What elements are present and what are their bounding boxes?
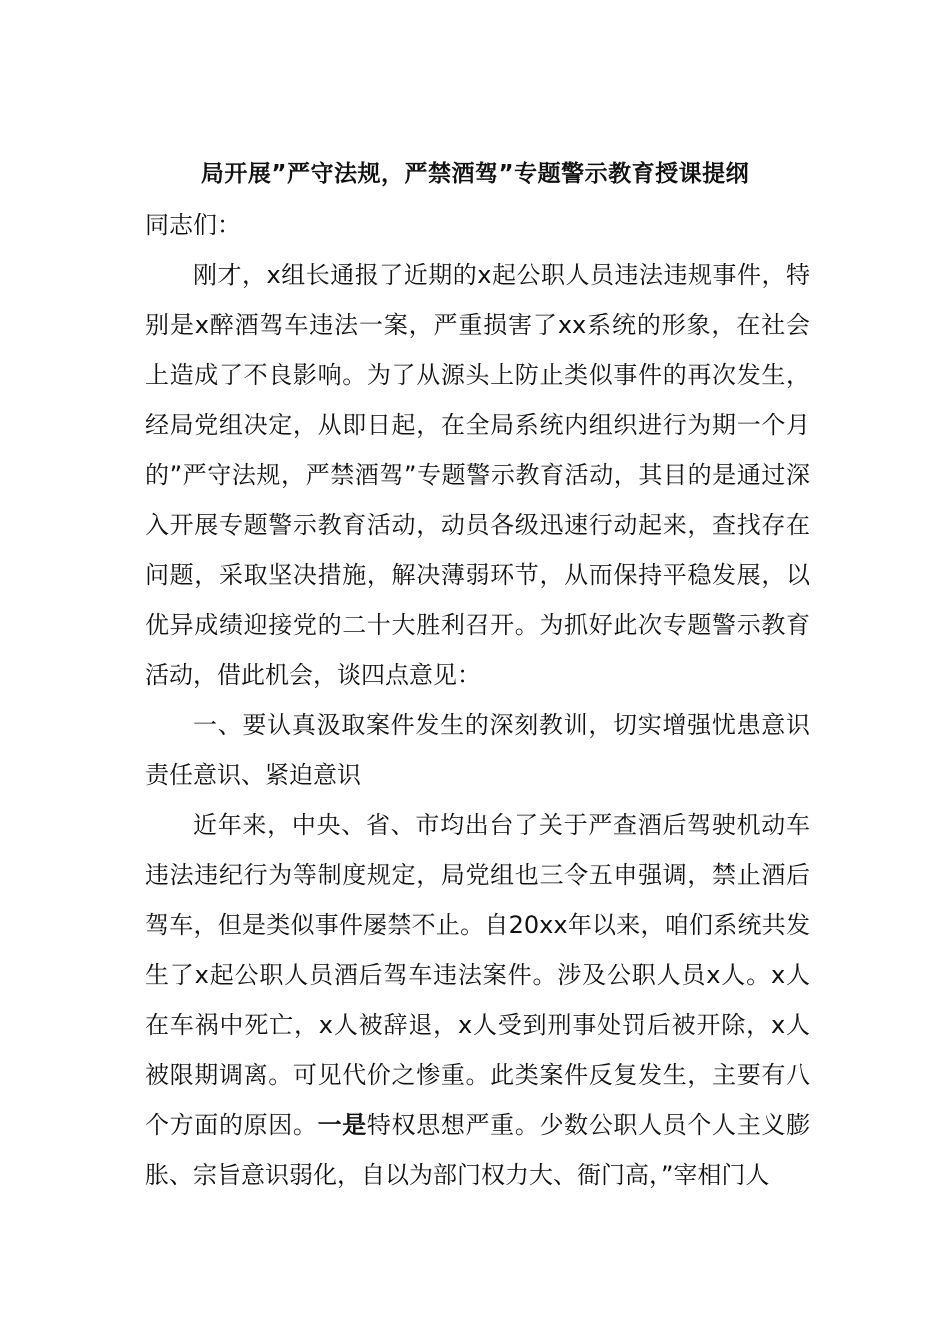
document-body	[145, 200, 810, 1200]
paragraph-causes-lead: 近年来，中央、省、市均出台了关于严查酒后驾驶机动车违法违纪行为等制度规定，局党组也三令五申强调，禁止酒后驾车，但是类似事件屡禁不止。自20xx年以来，咱们系统共发生了x起公职人员酒后驾车违法案件。涉及公职人员x人。x人在车祸中死亡，x人被辞退，x人受到刑事处罚后被开除，x人被限期调离。可见代价之惨重。此类案件反复发生，主要有八个方面的原因。	[145, 811, 810, 1139]
document-title: 局开展”严守法规，严禁酒驾”专题警示教育授课提纲	[200, 161, 750, 187]
emphasis-first-point: 一是	[317, 1111, 367, 1139]
paragraph-causes-tail: 特权思想严重。少数公职人员个人主义膨胀、宗旨意识弱化，自以为部门权力大、衙门高，”宰相门人	[145, 1111, 811, 1189]
salutation: 同志们：	[145, 211, 241, 239]
paragraph-intro: 刚才，x组长通报了近期的x起公职人员违法违规事件，特别是x醉酒驾车违法一案，严重损害了xx系统的形象，在社会上造成了不良影响。为了从源头上防止类似事件的再次发生，经局党组决定，从即日起，在全局系统内组织进行为期一个月的”严守法规，严禁酒驾”专题警示教育活动，其目的是通过深入开展专题警示教育活动，动员各级迅速行动起来，查找存在问题，采取坚决措施，解决薄弱环节，从而保持平稳发展，以优异成绩迎接党的二十大胜利召开。为抓好此次专题警示教育活动，借此机会，谈四点意见：	[145, 261, 810, 689]
paragraph-causes	[145, 800, 810, 1200]
section-heading-1: 一、要认真汲取案件发生的深刻教训，切实增强忧患意识责任意识、紧迫意识	[145, 711, 810, 789]
